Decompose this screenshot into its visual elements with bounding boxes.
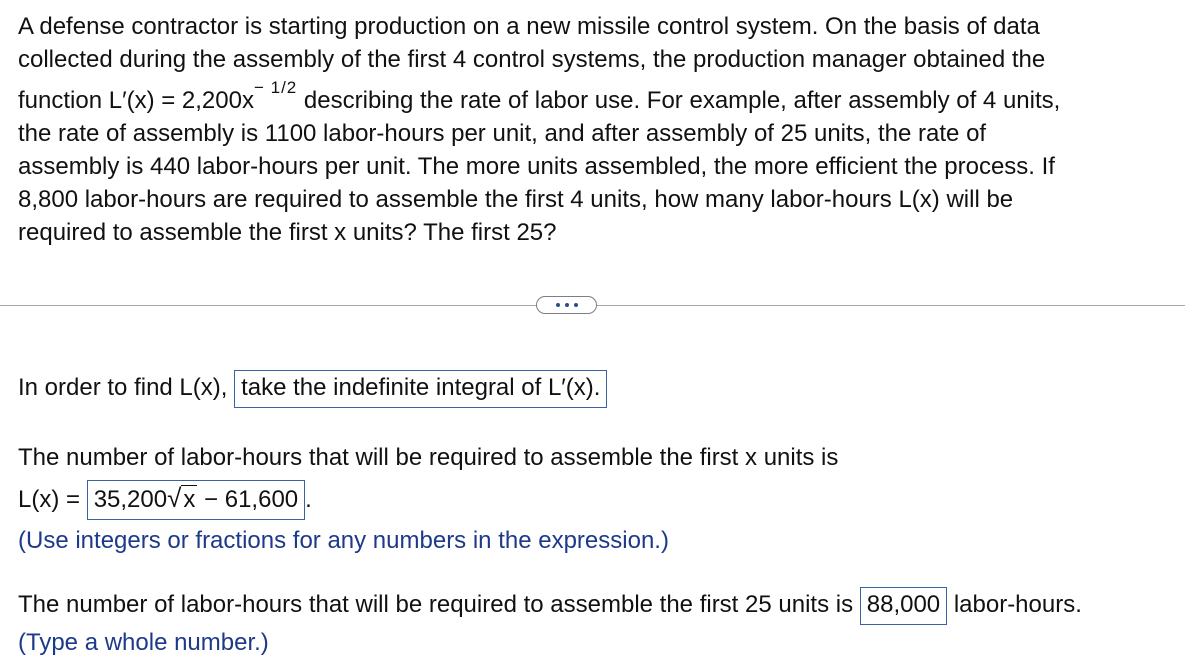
equation-end: .	[305, 486, 312, 513]
step1-row	[18, 370, 607, 408]
step2-statement: The number of labor-hours that will be required to assemble the first x units is	[18, 444, 839, 471]
step3-row	[18, 587, 1082, 625]
function-text: function L′(x) = 2,200x	[18, 87, 254, 114]
sqrt-icon: √	[167, 483, 182, 513]
step3-answer-box[interactable]: 88,000	[860, 587, 947, 625]
ellipsis-dot	[565, 303, 569, 307]
problem-line: A defense contractor is starting production on a new missile control system. On the basis of data	[18, 13, 1040, 40]
step3-statement: The number of labor-hours that will be required to assemble the first 25 units is	[18, 591, 860, 618]
more-options-button[interactable]	[536, 296, 597, 314]
problem-line: required to assemble the first x units? The first 25?	[18, 219, 557, 246]
ellipsis-icon	[556, 303, 560, 307]
problem-line-function	[18, 76, 1178, 117]
ellipsis-dot	[574, 303, 578, 307]
problem-statement	[18, 10, 1178, 249]
lhs-label: L(x) =	[18, 486, 87, 513]
problem-line: collected during the assembly of the first 4 control systems, the production manager obtained the	[18, 46, 1046, 73]
step1-prefix: In order to find L(x),	[18, 374, 235, 401]
step2-equation	[18, 480, 312, 520]
constant-term: − 61,600	[197, 486, 299, 513]
radicand: x	[183, 486, 196, 513]
step3-hint: (Type a whole number.)	[18, 629, 269, 656]
problem-line: 8,800 labor-hours are required to assemble the first 4 units, how many labor-hours L(x) will be	[18, 186, 1014, 213]
problem-line: assembly is 440 labor-hours per unit. The more units assembled, the more efficient the process. If	[18, 153, 1055, 180]
step1-answer-box[interactable]: take the indefinite integral of L′(x).	[234, 370, 607, 408]
exponent: − 1/2	[253, 78, 298, 97]
coefficient: 35,200	[93, 486, 168, 513]
function-description: describing the rate of labor use. For example, after assembly of 4 units,	[297, 87, 1061, 114]
step3-suffix: labor-hours.	[947, 591, 1082, 618]
step2-hint: (Use integers or fractions for any numbers in the expression.)	[18, 527, 669, 554]
step2-answer-box[interactable]	[87, 480, 305, 520]
problem-line: the rate of assembly is 1100 labor-hours per unit, and after assembly of 25 units, the rate of	[18, 120, 987, 147]
